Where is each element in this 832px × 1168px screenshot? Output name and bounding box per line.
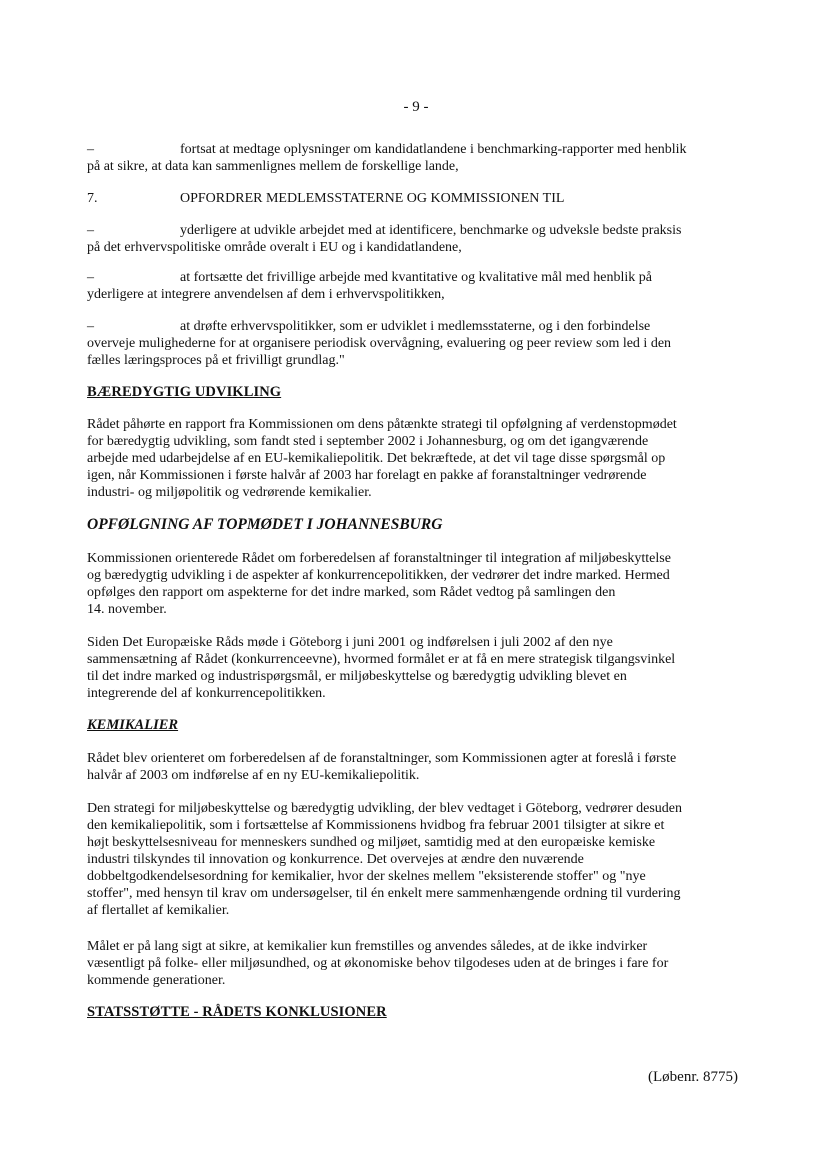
paragraph: Siden Det Europæiske Råds møde i Göteborg i juni 2001 og indførelsen i juli 2002 af den nye sammensætning af Rådet (konkurrenceevne), hvormed formålet er at få en mere strategisk tilgangsvinkel til det indre marked og industrispørgsmål, er miljøbeskyttelse og bæredygtig udvikling blevet en integrerende del af konkurrencepolitikken. [87, 635, 676, 701]
section-heading: STATSSTØTTE - RÅDETS KONKLUSIONER [87, 1004, 387, 1020]
page-number: - 9 - [403, 99, 429, 115]
list-dash: – [87, 319, 94, 334]
item-number: 7. [87, 191, 98, 206]
paragraph: Rådet blev orienteret om forberedelsen af de foranstaltninger, som Kommissionen agter at foreslå i første halvår af 2003 om indførelse af en ny EU-kemikaliepolitik. [87, 751, 677, 783]
numbered-item [87, 190, 747, 207]
list-item: – at fortsætte det frivillige arbejde med kvantitative og kvalitative mål med henblik på yderligere at integrere anvendelsen af dem i erhvervspolitikken, [87, 270, 652, 302]
list-dash: – [87, 223, 94, 238]
paragraph: Den strategi for miljøbeskyttelse og bæredygtig udvikling, der blev vedtaget i Göteborg, vedrører desuden den kemikaliepolitik, som i fortsættelse af Kommissionens hvidbog fra februar 2001 tilsigter at sikre et højt beskyttelsesniveau for menneskers sundhed og miljøet, samtidig med at den europæiske kemiske industri tilskyndes til innovation og konkurrence. Det overvejes at ændre den nuværende dobbeltgodkendelsesordning for kemikalier, hvor der skelnes mellem "eksisterende stoffer" og "nye stoffer", med hensyn til krav om undersøgelser, til én enkelt mere sammenhængende ordning til vurdering af flertallet af kemikalier. [87, 801, 682, 918]
list-dash: – [87, 142, 94, 157]
list-item: – fortsat at medtage oplysninger om kandidatlandene i benchmarking-rapporter med henblik på at sikre, at data kan sammenlignes mellem de forskellige lande, [87, 142, 687, 174]
paragraph: Målet er på lang sigt at sikre, at kemikalier kun fremstilles og anvendes således, at de ikke indvirker væsentligt på folke- eller miljøsundhed, og at økonomiske behov tilgodeses uden at de bringes i fare for kommende generationer. [87, 939, 669, 988]
subsection-heading: KEMIKALIER [87, 717, 179, 733]
document-reference: (Løbenr. 8775) [648, 1069, 738, 1085]
paragraph: Rådet påhørte en rapport fra Kommissionen om dens påtænkte strategi til opfølgning af verdenstopmødet for bæredygtig udvikling, som fandt sted i september 2002 i Johannesburg, og om det igangværende arbejde med udarbejdelse af en EU-kemikaliepolitik. Det bekræftede, at det vil tage disse spørgsmål op igen, når Kommissionen i første halvår af 2003 har forelagt en pakke af foranstaltninger vedrørende industri- og miljøpolitik og vedrørende kemikalier. [87, 417, 677, 500]
paragraph: Kommissionen orienterede Rådet om forberedelsen af foranstaltninger til integration af miljøbeskyttelse og bæredygtig udvikling i de aspekter af konkurrencepolitikken, der vedrører det indre marked. Hermed opfølges den rapport om aspekterne for det indre marked, som Rådet vedtog på samlingen den 14. november. [87, 551, 671, 617]
list-dash: – [87, 270, 94, 285]
section-heading: BÆREDYGTIG UDVIKLING [87, 384, 282, 400]
list-item: – yderligere at udvikle arbejdet med at identificere, benchmarke og udveksle bedste praksis på det erhvervspolitiske område overalt i EU og i kandidatlandene, [87, 223, 682, 255]
subsection-heading: OPFØLGNING AF TOPMØDET I JOHANNESBURG [87, 516, 443, 533]
list-item: – at drøfte erhvervspolitikker, som er udviklet i medlemsstaterne, og i den forbindelse overveje mulighederne for at organisere periodisk overvågning, evaluering og peer review som led i den fælles læringsproces på et frivilligt grundlag." [87, 319, 672, 368]
numbered-item-text: OPFORDRER MEDLEMSSTATERNE OG KOMMISSIONEN TIL [180, 191, 565, 206]
